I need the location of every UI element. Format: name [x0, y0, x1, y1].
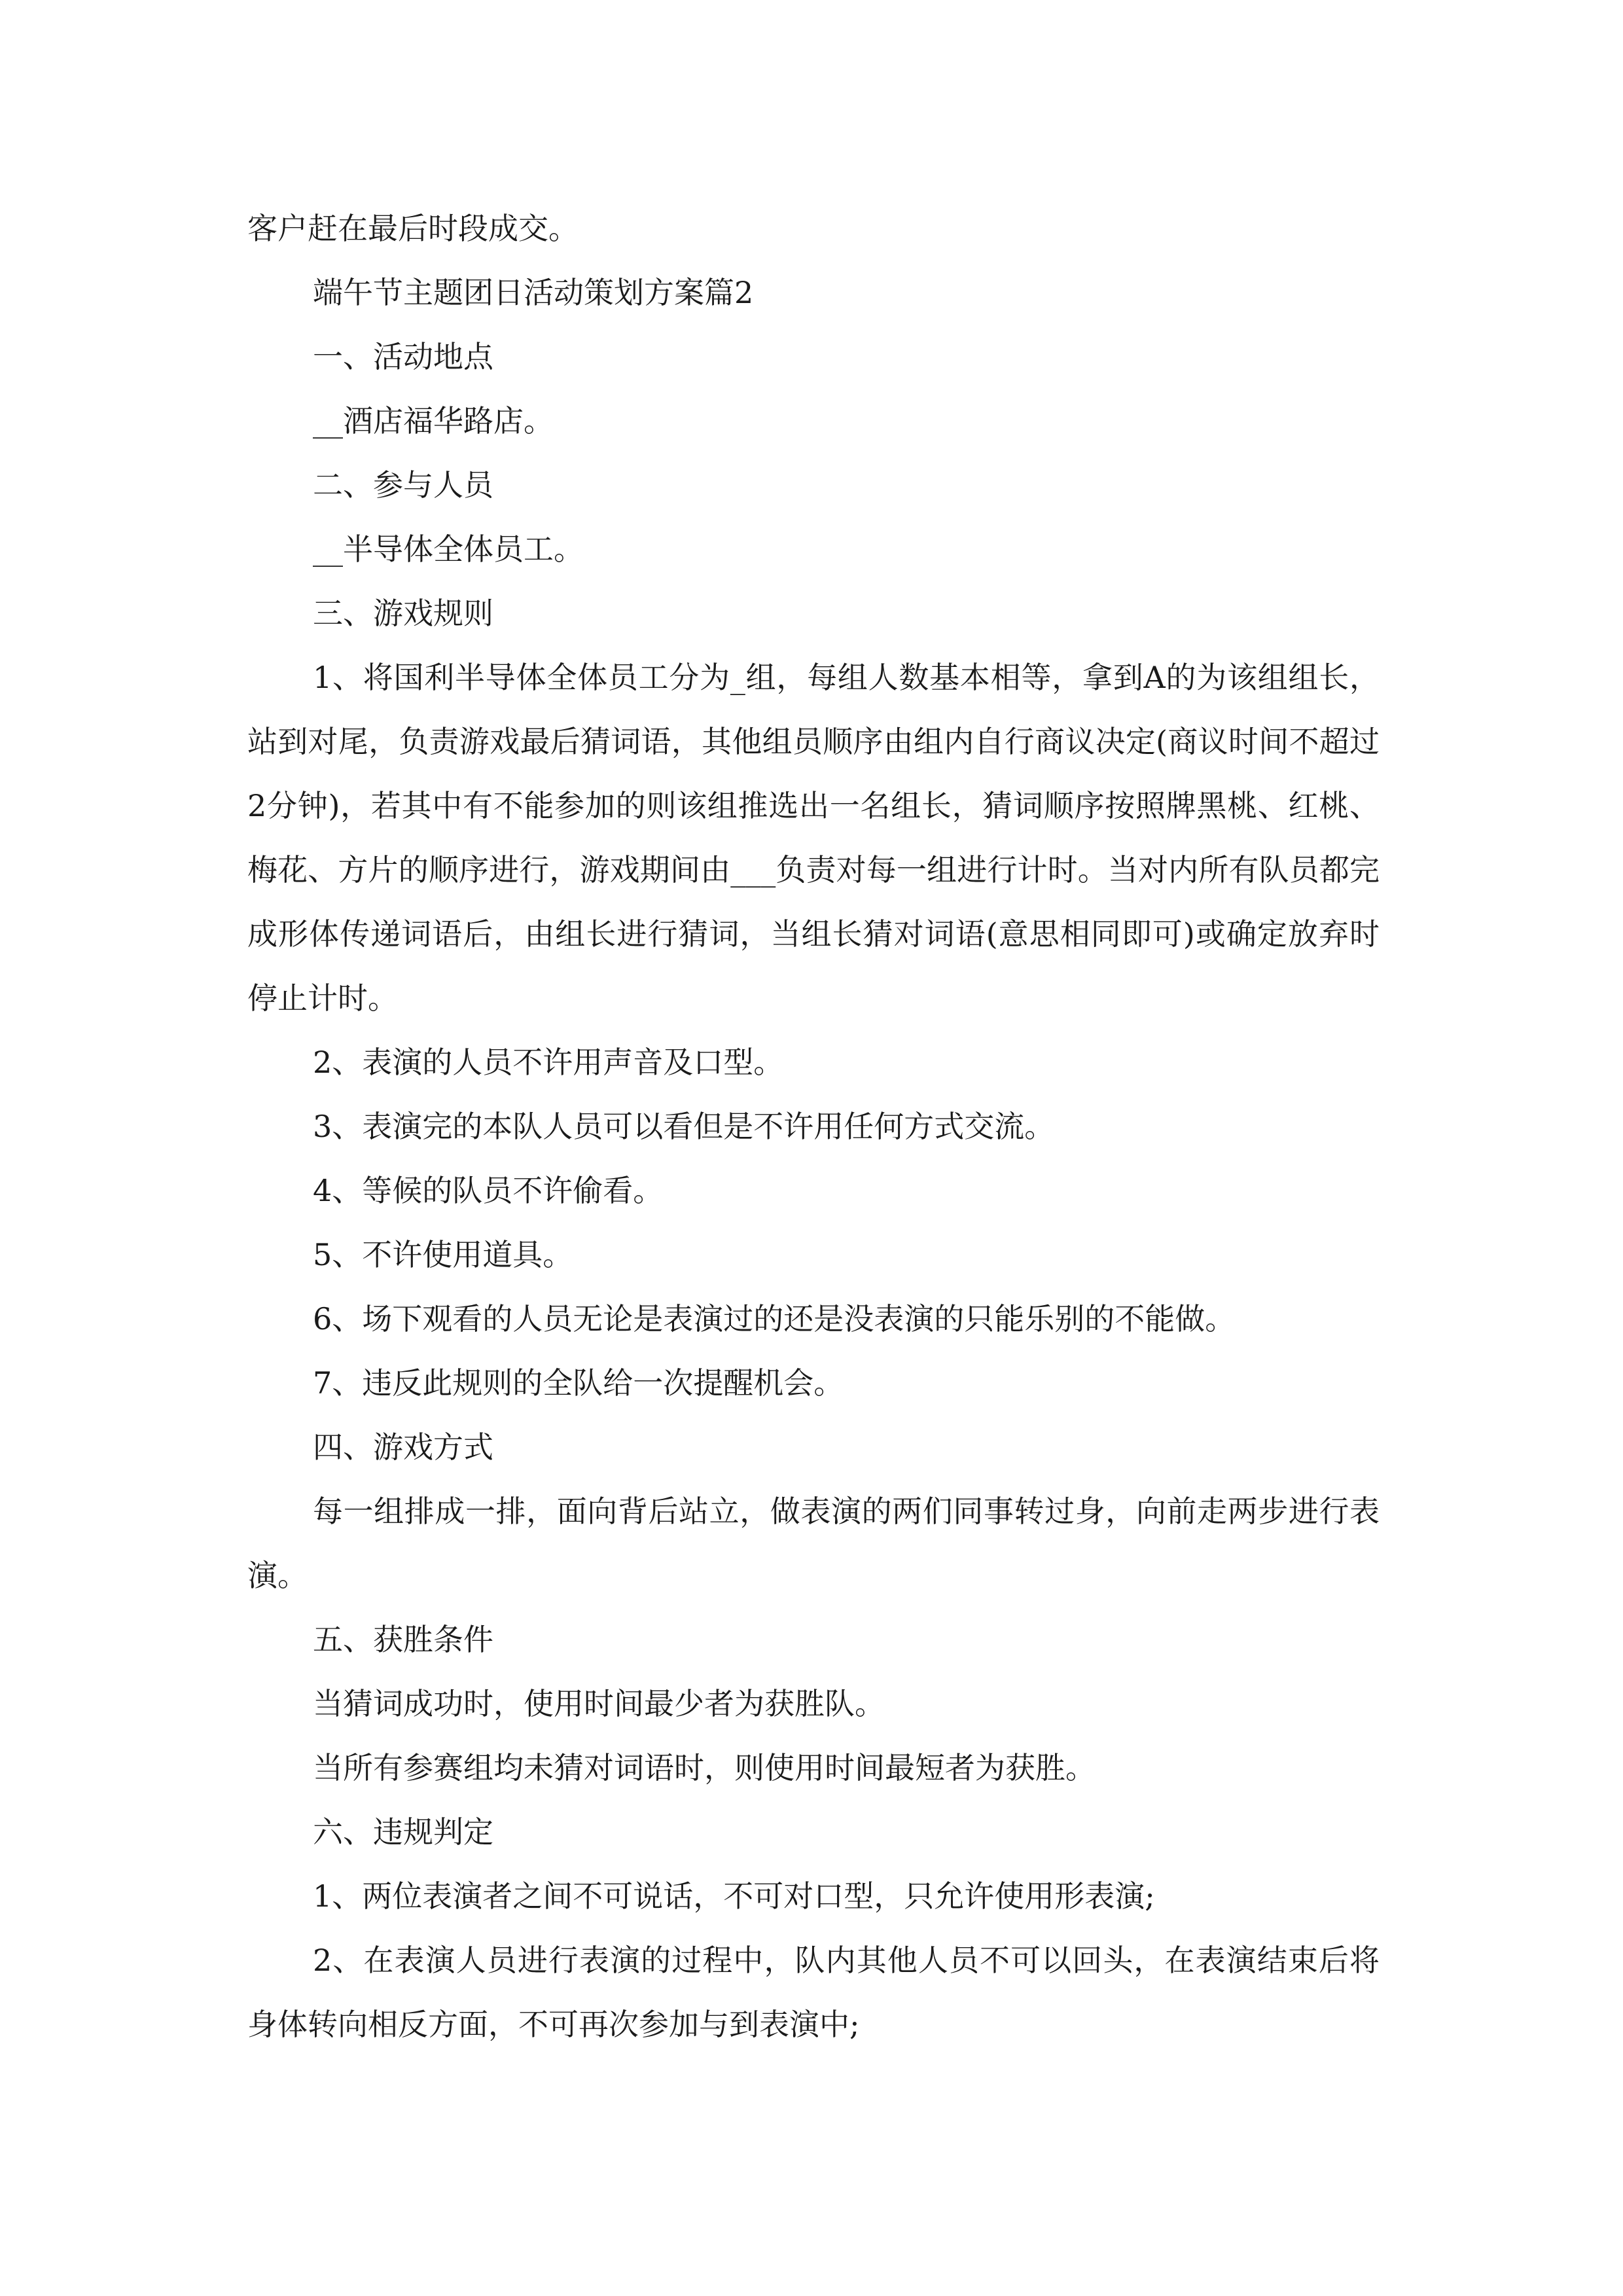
- violation-item-1: 1、两位表演者之间不可说话，不可对口型，只允许使用形表演;: [313, 1878, 1155, 1914]
- rule-item-6: 6、场下观看的人员无论是表演过的还是没表演的只能乐别的不能做。: [313, 1301, 1236, 1336]
- rule-item-4: 4、等候的队员不许偷看。: [313, 1173, 664, 1208]
- paragraph-location: __酒店福华路店。: [313, 403, 554, 439]
- rule-item-1: 1、将国利半导体全体员工分为_组，每组人数基本相等，拿到A的为该组组长，站到对尾，负责游戏最后猜词语，其他组员顺序由组内自行商议决定(商议时间不超过2分钟)，若其中有不能参加的则该组推选出一名组长，猜词顺序按照牌黑桃、红桃、梅花、方片的顺序进行，游戏期间由___负责对每一组进行计时。当对内所有队员都完成形体传递词语后，由组长进行猜词，当组长猜对词语(意思相同即可)或确定放弃时停止计时。: [247, 660, 1380, 1016]
- document-page: [247, 196, 1380, 2056]
- heading-game-rules: 三、游戏规则: [313, 596, 493, 631]
- rule-item-7: 7、违反此规则的全队给一次提醒机会。: [313, 1365, 844, 1401]
- heading-game-method: 四、游戏方式: [313, 1429, 493, 1465]
- win-condition-2: 当所有参赛组均未猜对词语时，则使用时间最短者为获胜。: [313, 1750, 1096, 1785]
- rule-item-3: 3、表演完的本队人员可以看但是不许用任何方式交流。: [313, 1109, 1055, 1144]
- win-condition-1: 当猜词成功时，使用时间最少者为获胜队。: [313, 1686, 885, 1721]
- paragraph-participants: __半导体全体员工。: [313, 531, 584, 567]
- heading-violations: 六、违规判定: [313, 1814, 493, 1850]
- heading-win-conditions: 五、获胜条件: [313, 1622, 493, 1657]
- paragraph-game-method: 每一组排成一排，面向背后站立，做表演的两们同事转过身，向前走两步进行表演。: [247, 1494, 1380, 1593]
- rule-item-2: 2、表演的人员不许用声音及口型。: [313, 1045, 784, 1080]
- section-title: 端午节主题团日活动策划方案篇2: [313, 275, 754, 310]
- violation-item-2: 2、在表演人员进行表演的过程中，队内其他人员不可以回头，在表演结束后将身体转向相反方面，不可再次参加与到表演中;: [247, 1943, 1380, 2042]
- paragraph-continuation: 客户赶在最后时段成交。: [247, 211, 579, 246]
- heading-activity-location: 一、活动地点: [313, 339, 493, 374]
- heading-participants: 二、参与人员: [313, 467, 493, 503]
- rule-item-5: 5、不许使用道具。: [313, 1237, 573, 1272]
